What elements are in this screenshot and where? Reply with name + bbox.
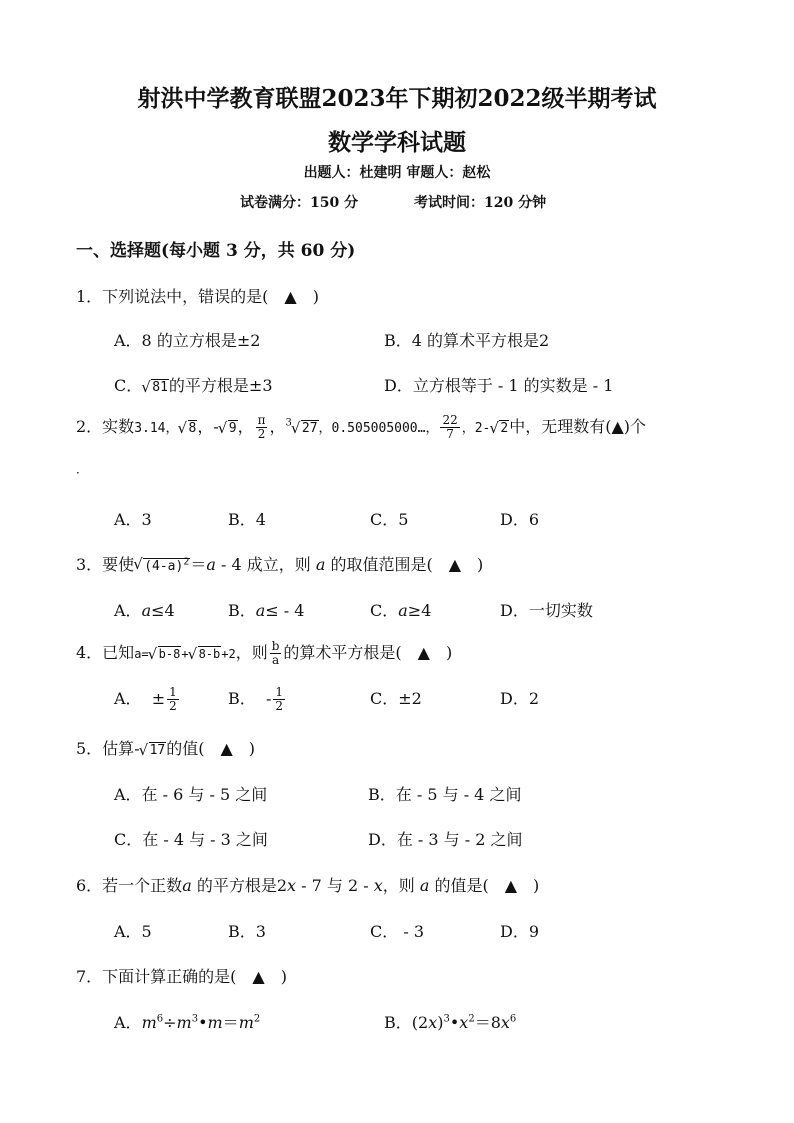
- question-7-option-b: B．$(2x)^3•x^2=8x^6$: [384, 1013, 517, 1032]
- question-3-option-b: B．a≤ - 4: [228, 601, 305, 620]
- question-6-option-c: C． - 3: [370, 922, 425, 941]
- exam-subtitle: 数学学科试题: [328, 129, 466, 156]
- question-4-option-a: A． ± $\frac{1}{2}$: [114, 685, 177, 713]
- question-6-option-b: B．3: [228, 922, 266, 941]
- question-6-option-d: D．9: [500, 922, 540, 941]
- section-heading: 一、选择题(每小题 3 分，共 60 分): [76, 241, 356, 261]
- exam-duration: 考试时间：120 分钟: [414, 195, 547, 211]
- question-2-option-a: A．3: [114, 510, 152, 529]
- question-2-option-d: D．6: [500, 510, 540, 529]
- question-1-option-d: D．立方根等于 - 1 的实数是 - 1: [384, 376, 614, 395]
- question-7-stem: 7．下面计算正确的是( ▲ ): [76, 967, 287, 986]
- question-5-option-a: A．在 - 6 与 - 5 之间: [114, 785, 268, 804]
- question-3-option-d: D．一切实数: [500, 601, 593, 620]
- question-3-option-c: C．a≥4: [370, 601, 432, 620]
- question-3-stem: 3．要使√ $(4-a)^2=a - 4$ 成立，则 a 的取值范围是( ▲ ): [76, 552, 483, 575]
- exam-authors: 出题人：杜建明 审题人：赵松: [303, 165, 491, 181]
- question-3-option-a: A．a≤4: [114, 601, 175, 620]
- question-2-stem: 2．实数3.14，√ 8，-√ 9， $\frac{\pi}{2}$ ，$^3$√ 27，0.505005000…， $\frac{22}{7}$ ，2-√ 2中，无理数有(▲)个: [76, 414, 646, 441]
- question-5-option-c: C．在 - 4 与 - 3 之间: [114, 830, 268, 849]
- question-6-stem: 6．若一个正数a 的平方根是2x - 7 与 2 - x，则 a 的值是( ▲ ): [76, 876, 540, 895]
- question-4-stem: 4．已知a=√ b-8+√ 8-b+2，则 $\frac{b}{a}$ 的算术平方根是( ▲ ): [76, 640, 452, 667]
- exam-total-score: 试卷满分：150 分: [240, 195, 359, 211]
- option-c-text: 的平方根是±3: [168, 376, 273, 395]
- question-2-option-b: B．4: [228, 510, 266, 529]
- question-4-option-b: B． - $\frac{1}{2}$: [228, 685, 283, 713]
- question-5-option-d: D．在 - 3 与 - 2 之间: [368, 830, 523, 849]
- question-5-stem: 5．估算-√ 17的值( ▲ ): [76, 736, 255, 759]
- sqrt-81: √ 81: [142, 380, 169, 395]
- option-c-label: C．: [114, 376, 143, 395]
- question-4-option-c: C．±2: [370, 689, 422, 708]
- question-1-stem: 1．下列说法中，错误的是( ▲ ): [76, 287, 319, 306]
- question-1-option-a: A．8 的立方根是±2: [114, 331, 261, 350]
- question-2-dot: ．: [76, 462, 89, 476]
- question-2-option-c: C．5: [370, 510, 409, 529]
- question-4-option-d: D．2: [500, 689, 540, 708]
- question-1-option-b: B．4 的算术平方根是2: [384, 331, 550, 350]
- question-6-option-a: A．5: [114, 922, 152, 941]
- question-1-option-c: [114, 373, 273, 396]
- question-7-option-a: A．$m^6\div m^3•m=m^2$: [114, 1013, 261, 1032]
- question-5-option-b: B．在 - 5 与 - 4 之间: [368, 785, 522, 804]
- exam-title: 射洪中学教育联盟2023年下期初2022级半期考试: [137, 85, 657, 112]
